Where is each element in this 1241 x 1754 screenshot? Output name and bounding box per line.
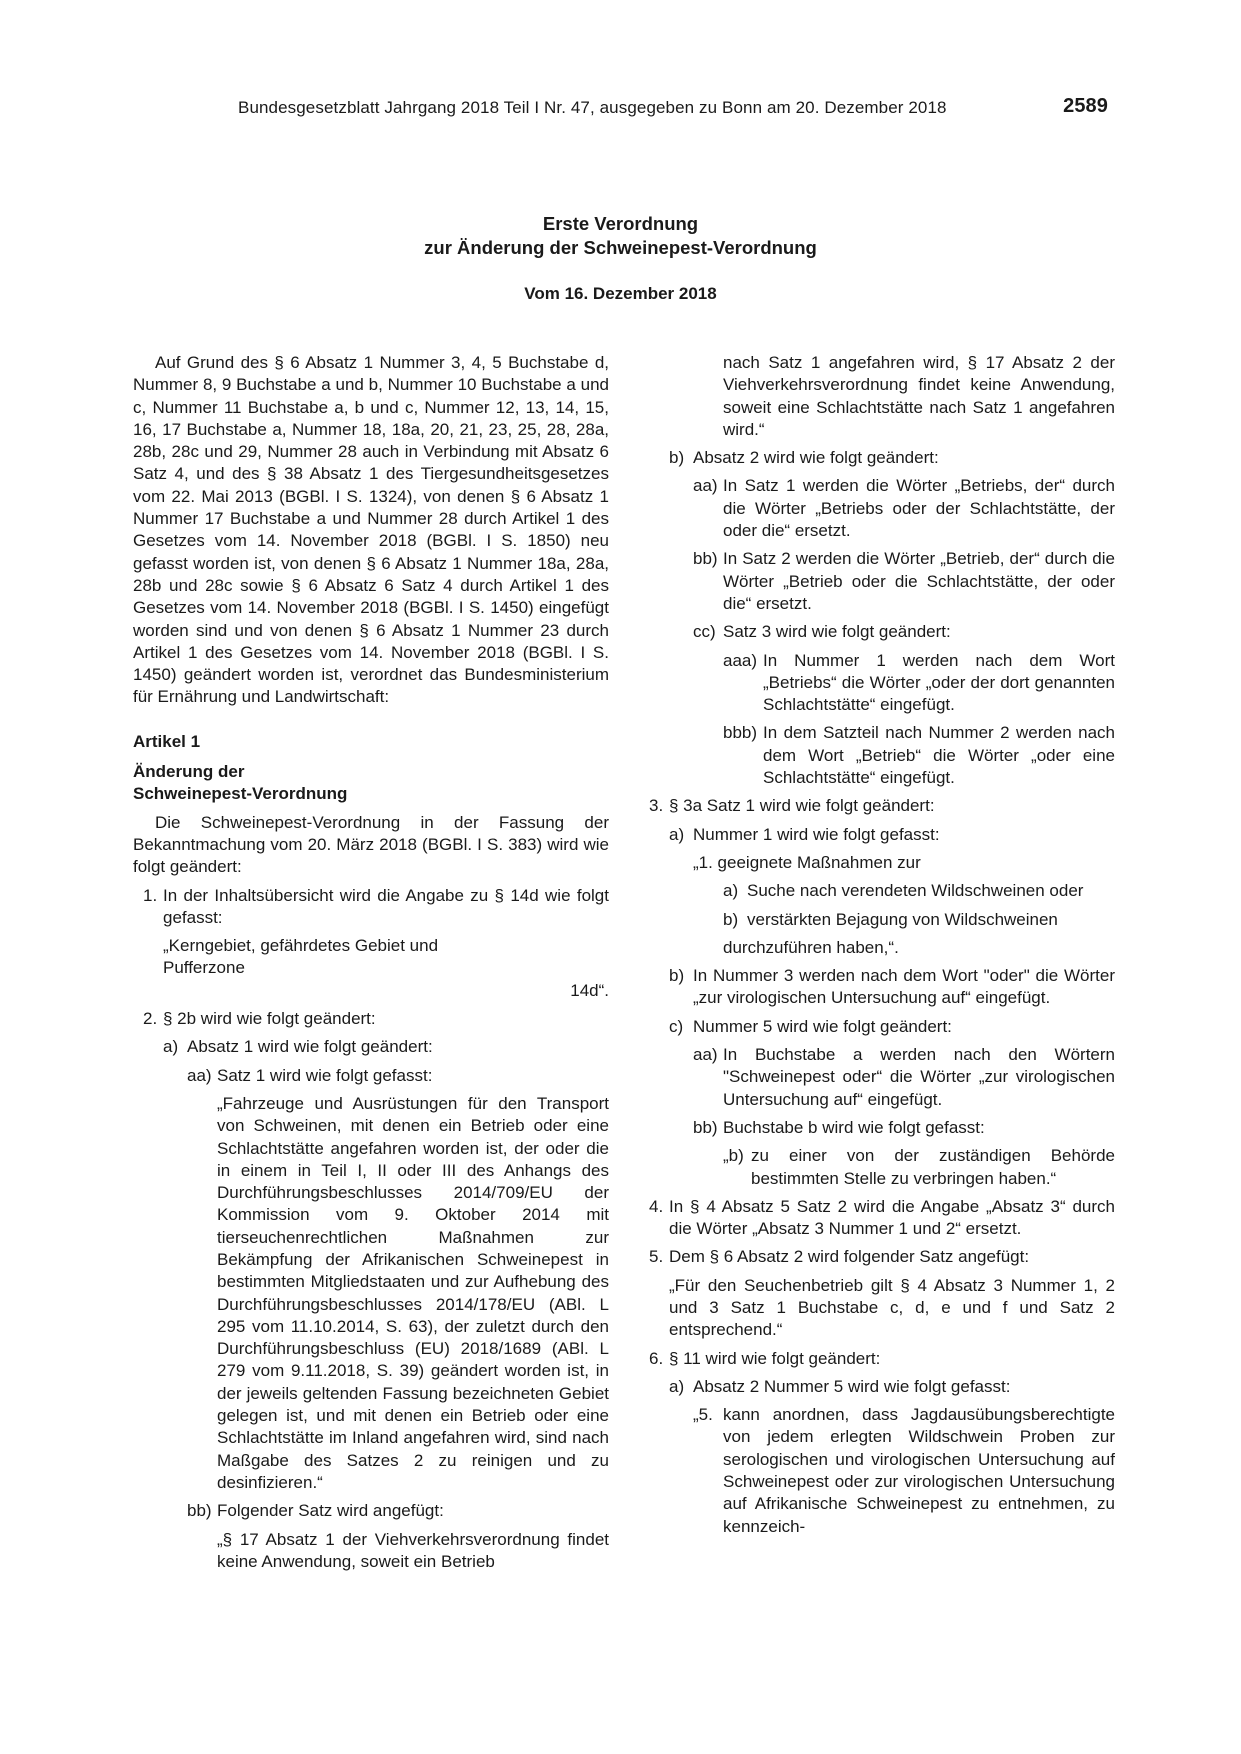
item-text: verstärkten Bejagung von Wildschweinen — [747, 909, 1058, 929]
list-item — [639, 909, 1115, 931]
item-text: In der Inhaltsübersicht wird die Angabe zu § 14d wie folgt gefasst: — [163, 885, 609, 927]
item-label: 1. — [143, 885, 158, 905]
item-text: Nummer 1 wird wie folgt gefasst: — [693, 824, 940, 844]
list-item — [133, 885, 609, 930]
list-item — [639, 965, 1115, 1010]
item-text: In Satz 2 werden die Wörter „Betrieb, der“ durch die Wörter „Betrieb oder die Schlachtstätte, der oder die“ ersetzt. — [723, 549, 1115, 613]
item-label: „b) — [723, 1146, 744, 1166]
list-item — [639, 1376, 1115, 1398]
page-number: 2589 — [1063, 95, 1108, 117]
item-quote — [133, 935, 609, 1002]
item-label: aa) — [187, 1065, 212, 1085]
item-label: 4. — [649, 1196, 664, 1216]
list-item — [639, 447, 1115, 469]
item-label: 6. — [649, 1348, 664, 1368]
list-item — [639, 1246, 1115, 1268]
preamble: Auf Grund des § 6 Absatz 1 Nummer 3, 4, 5 Buchstabe d, Nummer 8, 9 Buchstabe a und b, Nummer 10 Buchstabe a und c, Nummer 11 Buchstabe a, b und c, Nummer 12, 13, 14, 15, 16, 17 Buchstabe a, Nummer 18, 18a, 20, 21, 23, 25, 28, 28a, 28b, 28c und 29, Nummer 28 auch in Verbindung mit Absatz 6 Satz 4, und des § 38 Absatz 1 des Tiergesundheitsgesetzes vom 22. Mai 2013 (BGBl. I S. 1324), von denen § 6 Absatz 1 Nummer 17 Buchstabe a und Nummer 28 durch Artikel 1 des Gesetzes vom 14. November 2018 (BGBl. I S. 1850) neu gefasst worden ist, von denen § 6 Absatz 1 Nummer 18a, 28a, 28b und 28c sowie § 6 Absatz 6 Satz 4 durch Artikel 1 des Gesetzes vom 14. November 2018 (BGBl. I S. 1450) eingefügt worden sind und von denen § 6 Absatz 1 Nummer 23 durch Artikel 1 des Gesetzes vom 14. November 2018 (BGBl. I S. 1450) geändert worden ist, verordnet das Bundesministerium für Ernährung und Landwirtschaft: — [133, 353, 609, 707]
right-column — [639, 352, 1115, 1538]
item-label: 2. — [143, 1009, 158, 1029]
item-label: 3. — [649, 796, 664, 816]
item-text: § 3a Satz 1 wird wie folgt geändert: — [669, 796, 935, 816]
item-text: Absatz 1 wird wie folgt geändert: — [187, 1037, 433, 1057]
item-text: In Nummer 1 werden nach dem Wort „Betriebs“ die Wörter „oder der dort genannten Schlachtstätte“ eingefügt. — [763, 650, 1115, 715]
item-text: Buchstabe b wird wie folgt gefasst: — [723, 1117, 985, 1137]
item-text: § 11 wird wie folgt geändert: — [669, 1348, 881, 1368]
item-quote: „Für den Seuchenbetrieb gilt § 4 Absatz 3 Nummer 1, 2 und 3 Satz 1 Buchstabe c, d, e und f und Satz 2 entsprechend.“ — [669, 1275, 1115, 1340]
item-label: cc) — [693, 622, 716, 642]
item-label: a) — [669, 1376, 685, 1396]
item-text: Satz 3 wird wie folgt geändert: — [723, 622, 951, 642]
item-label: aa) — [693, 1045, 718, 1065]
artikel-heading: Artikel 1 — [133, 731, 201, 751]
item-label: a) — [163, 1037, 179, 1057]
item-text: § 2b wird wie folgt geändert: — [163, 1009, 376, 1029]
list-item — [639, 1117, 1115, 1139]
item-label: „5. — [693, 1405, 713, 1425]
item-text: Dem § 6 Absatz 2 wird folgender Satz angefügt: — [669, 1247, 1030, 1267]
running-header — [238, 95, 1108, 118]
item-label: c) — [669, 1016, 684, 1036]
item-text: In Buchstabe a werden nach den Wörtern "Schweinepest oder“ die Wörter „zur virologischen Untersuchung auf“ eingefügt. — [723, 1045, 1115, 1109]
item-quote: „Fahrzeuge und Ausrüstungen für den Transport von Schweinen, mit denen ein Betrieb oder eine Schlachtstätte angefahren worden ist, der oder die in einem in Teil I, II oder III des Anhangs des Durchführungsbeschlusses 2014/709/EU der Kommission vom 9. Oktober 2014 mit tierseuchenrechtlichen Maßnahmen zur Bekämpfung der Afrikanischen Schweinepest in bestimmten Mitgliedstaaten und zur Aufhebung des Durchführungsbeschlusses 2014/178/EU (ABl. L 295 vom 11.10.2014, S. 63), der zuletzt durch den Durchführungsbeschluss (EU) 2018/1689 (ABl. L 279 vom 9.11.2018, S. 39) geändert worden ist, in der jeweils geltenden Fassung bezeichneten Gebiet gelegen ist, und mit denen ein Betrieb oder eine Schlachtstätte im Inland angefahren wird, sind nach Maßgabe des Satzes 2 zu reinigen und zu desinfizieren.“ — [217, 1093, 609, 1492]
item-text: kann anordnen, dass Jagdausübungsberechtigte von jedem erlegten Wildschwein Proben zur serologischen und virologischen Untersuchung auf Schweinepest oder zur virologischen Untersuchung auf Afrikanische Schweinepest zu entnehmen, zu kennzeich- — [723, 1405, 1115, 1536]
list-item — [639, 621, 1115, 643]
title-line-2: zur Änderung der Schweinepest-Verordnung — [424, 237, 817, 258]
item-text: Suche nach verendeten Wildschweinen oder — [747, 881, 1084, 901]
list-item — [133, 1065, 609, 1087]
item-label: aaa) — [723, 650, 758, 670]
item-text: In dem Satzteil nach Nummer 2 werden nach dem Wort „Betrieb“ die Wörter „oder eine Schlachtstätte“ eingefügt. — [763, 723, 1115, 788]
list-item — [639, 1044, 1115, 1111]
list-item — [639, 1145, 1115, 1190]
list-item — [133, 1036, 609, 1058]
artikel-title-2: Schweinepest-Verordnung — [133, 784, 348, 804]
item-quote-continued: nach Satz 1 angefahren wird, § 17 Absatz 2 der Viehverkehrsverordnung findet keine Anwendung, soweit eine Schlachtstätte nach Satz 1 angefahren wird.“ — [723, 353, 1115, 439]
list-item — [639, 548, 1115, 615]
title-block — [0, 212, 1241, 304]
item-label: bb) — [693, 549, 718, 569]
item-label: a) — [723, 881, 739, 901]
list-item — [133, 1008, 609, 1030]
list-item — [639, 1404, 1115, 1538]
item-label: b) — [669, 448, 685, 468]
list-item — [639, 1016, 1115, 1038]
item-text: Absatz 2 wird wie folgt geändert: — [693, 448, 939, 468]
list-item — [639, 475, 1115, 542]
item-text: Nummer 5 wird wie folgt geändert: — [693, 1016, 952, 1036]
item-label: a) — [669, 824, 685, 844]
quote-line: „1. geeignete Maßnahmen zur — [693, 852, 921, 872]
item-label: 5. — [649, 1247, 664, 1267]
item-quote: „§ 17 Absatz 1 der Viehverkehrsverordnung findet keine Anwendung, soweit ein Betrieb — [217, 1529, 609, 1571]
list-item — [639, 1196, 1115, 1241]
artikel-title-1: Änderung der — [133, 762, 245, 782]
title-line-1: Erste Verordnung — [542, 213, 699, 234]
list-item — [639, 1348, 1115, 1370]
item-label: b) — [669, 966, 685, 986]
item-label: bbb) — [723, 723, 758, 743]
list-item — [639, 795, 1115, 817]
list-item — [133, 1500, 609, 1522]
artikel-intro: Die Schweinepest-Verordnung in der Fassung der Bekanntmachung vom 20. März 2018 (BGBl. I S. 383) wird wie folgt geändert: — [133, 812, 609, 877]
quote-ref: 14d“. — [570, 980, 609, 1000]
item-text: In Satz 1 werden die Wörter „Betriebs, der“ durch die Wörter „Betriebs oder der Schlachtstätte, der oder die“ ersetzt. — [723, 476, 1115, 541]
list-item — [639, 650, 1115, 717]
left-column — [133, 352, 609, 1573]
list-item — [639, 824, 1115, 846]
item-text: In Nummer 3 werden nach dem Wort "oder" die Wörter „zur virologischen Untersuchung auf“ eingefügt. — [693, 966, 1115, 1008]
item-label: b) — [723, 909, 739, 929]
item-text: Absatz 2 Nummer 5 wird wie folgt gefasst: — [693, 1376, 1011, 1396]
quote-line: durchzuführen haben,“. — [723, 937, 899, 957]
list-item — [639, 722, 1115, 789]
item-text: Folgender Satz wird angefügt: — [217, 1501, 444, 1521]
item-text: Satz 1 wird wie folgt gefasst: — [217, 1065, 433, 1085]
running-title: Bundesgesetzblatt Jahrgang 2018 Teil I Nr. 47, ausgegeben zu Bonn am 20. Dezember 2018 — [238, 98, 947, 117]
item-label: bb) — [693, 1117, 718, 1137]
item-text: In § 4 Absatz 5 Satz 2 wird die Angabe „Absatz 3“ durch die Wörter „Absatz 3 Nummer 1 und 2“ ersetzt. — [669, 1196, 1115, 1239]
quote-line: „Kerngebiet, gefährdetes Gebiet und Pufferzone — [163, 936, 439, 978]
list-item — [639, 880, 1115, 902]
item-text: zu einer von der zuständigen Behörde bestimmten Stelle zu verbringen haben.“ — [751, 1146, 1115, 1188]
title-date: Vom 16. Dezember 2018 — [524, 284, 717, 303]
item-label: aa) — [693, 476, 718, 496]
item-label: bb) — [187, 1501, 212, 1521]
